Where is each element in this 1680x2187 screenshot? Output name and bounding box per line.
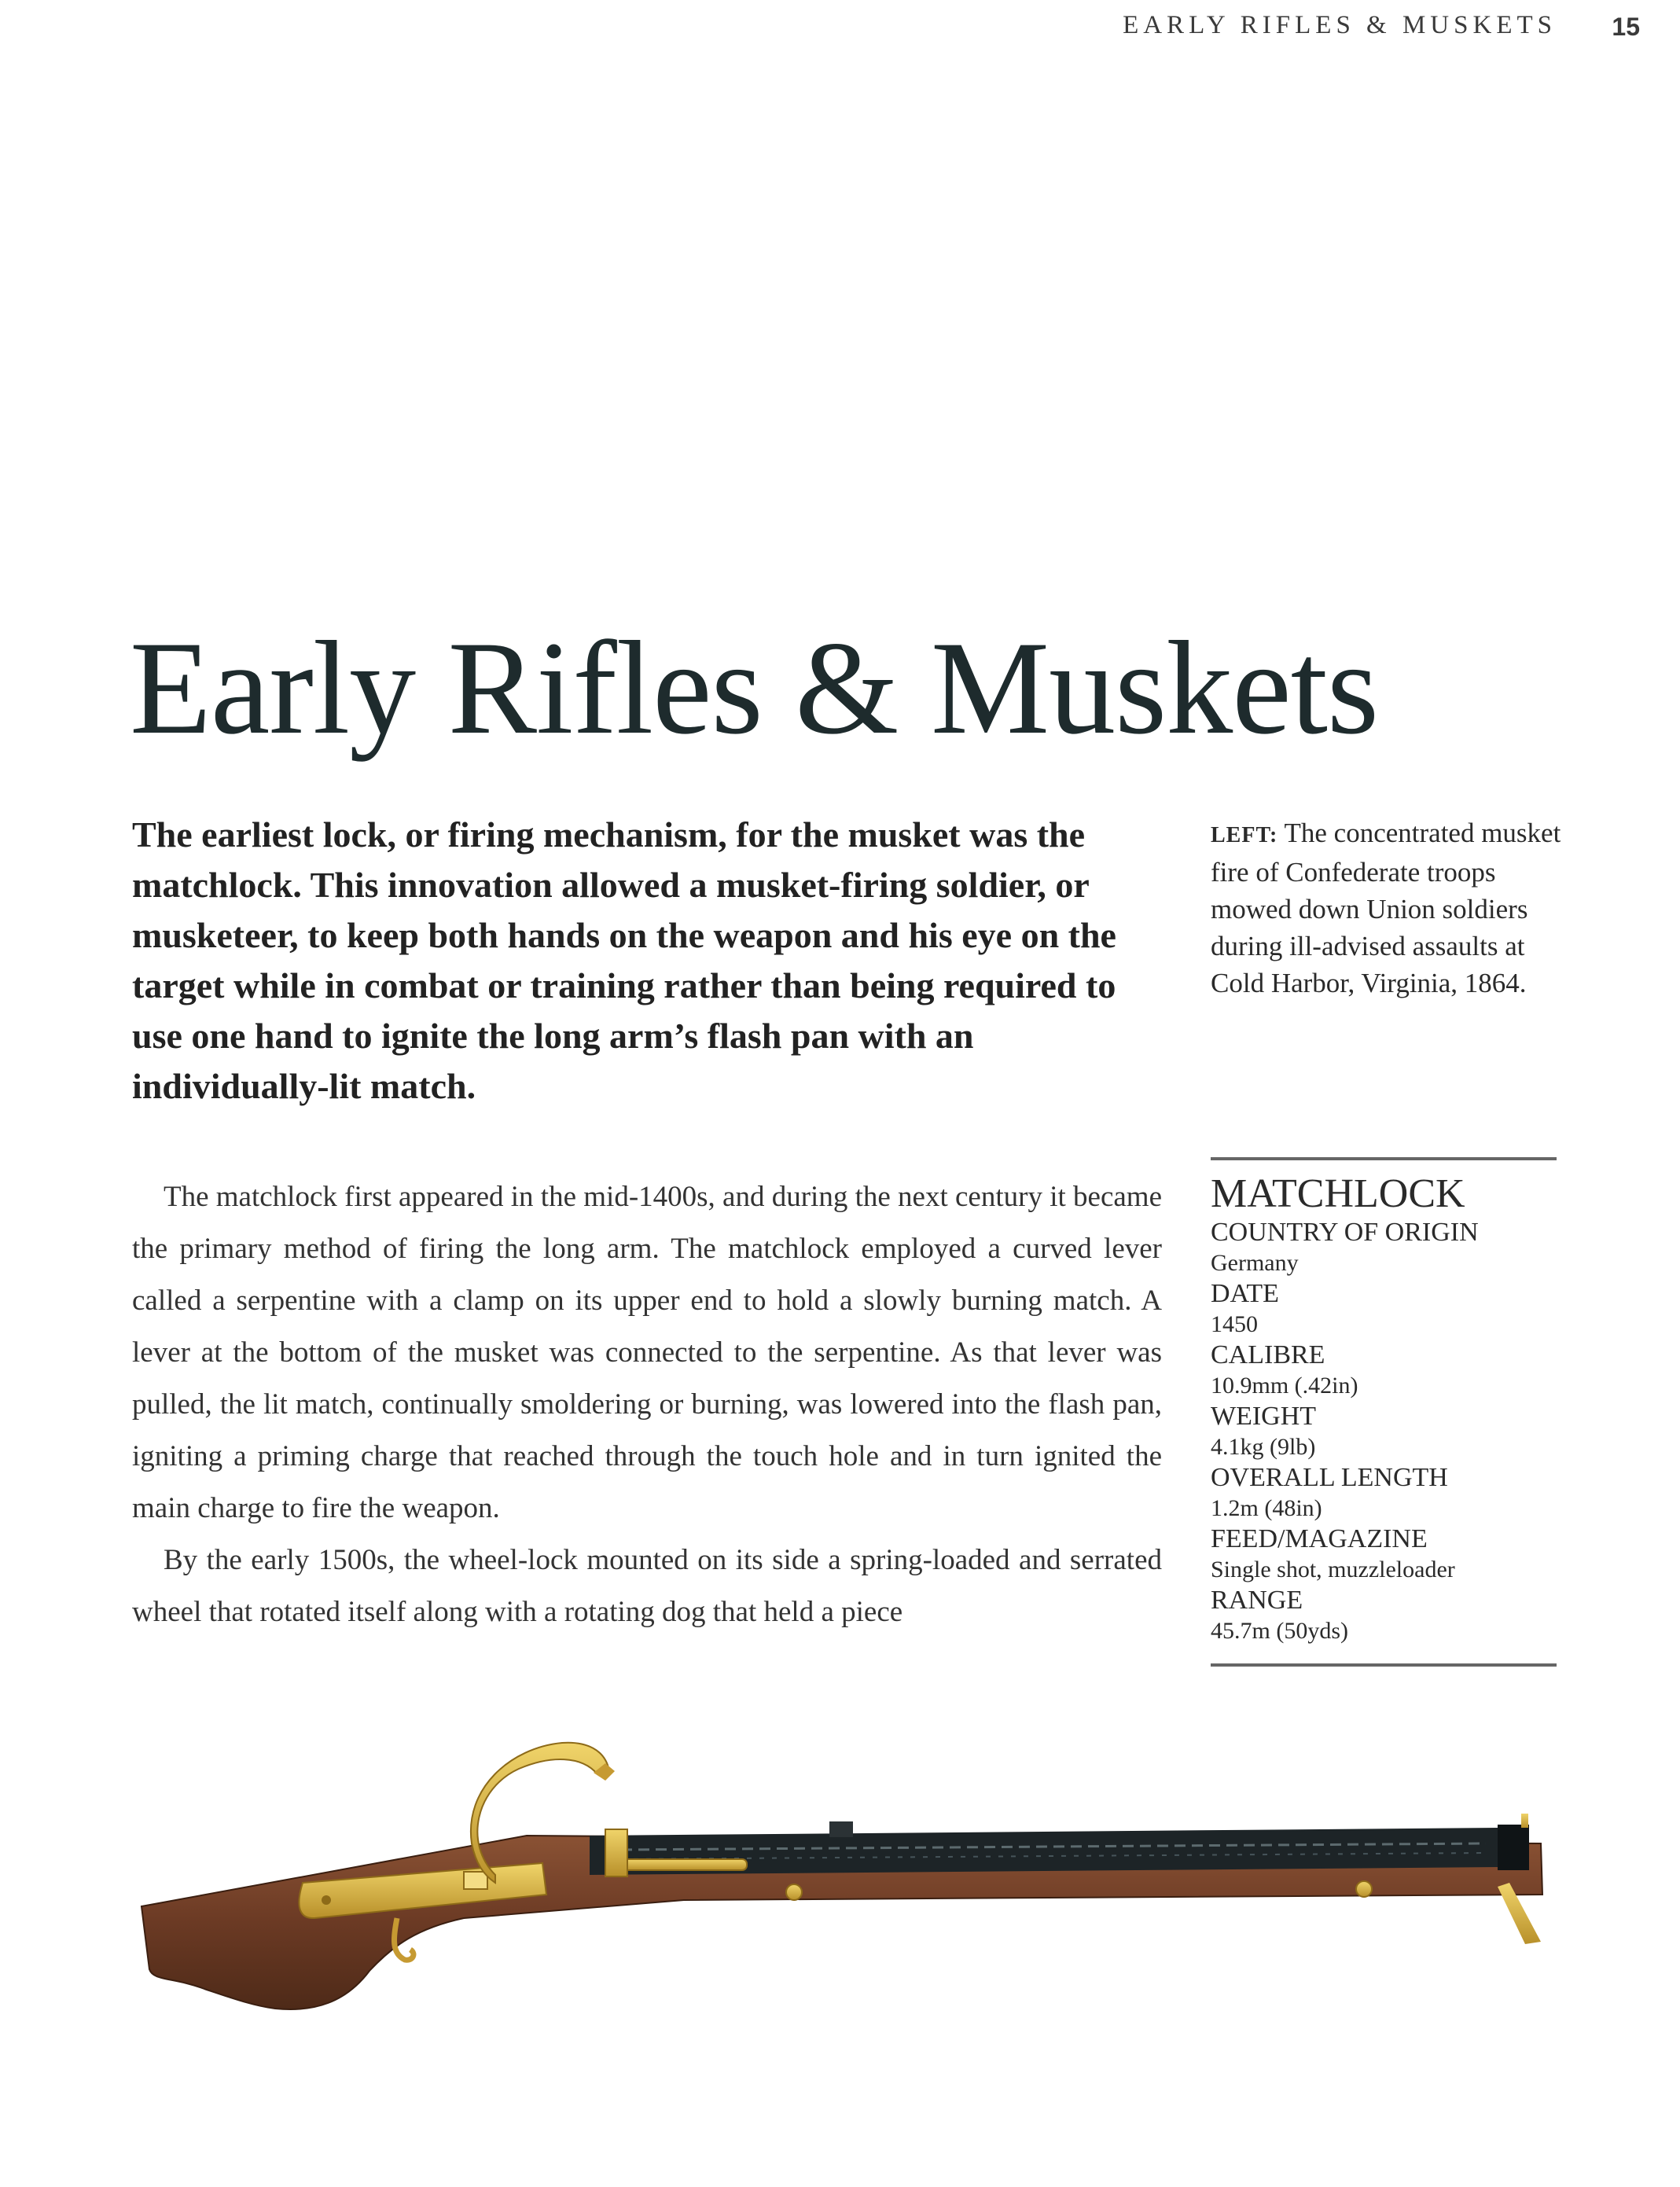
spec-row [1211,1278,1557,1340]
spec-value: Single shot, muzzleloader [1211,1557,1455,1582]
caption-label: LEFT: [1211,823,1278,847]
running-head: EARLY RIFLES & MUSKETS [1123,11,1557,39]
spec-label: CALIBRE [1211,1340,1325,1369]
rear-sight [829,1821,853,1837]
spec-label: RANGE [1211,1586,1303,1615]
spec-value: Germany [1211,1250,1299,1276]
spec-row [1211,1524,1557,1585]
matchlock-rifle-illustration [134,1726,1564,2056]
spec-row [1211,1585,1557,1646]
rosette-1 [786,1884,802,1900]
spec-label: FEED/MAGAZINE [1211,1524,1428,1553]
intro-paragraph: The earliest lock, or firing mechanism, for the musket was the matchlock. This innovation allowed a musket-firing soldier, or musketeer, to keep both hands on the weapon and his eye on the target while in combat or training rather than being required to use one hand to ignite the long arm’s flash pan with an individually-lit match. [132,814,1116,1106]
spec-value: 10.9mm (.42in) [1211,1373,1358,1399]
spec-label: COUNTRY OF ORIGIN [1211,1218,1479,1247]
body-paragraph-1: The matchlock first appeared in the mid-1400s, and during the next century it became the primary method of firing the long arm. The matchlock employed a curved lever called a serpentine with a clamp on its upper end to hold a slowly burning match. A lever at the bottom of the musket was connected to the serpentine. As that lever was pulled, the lit match, continually smoldering or burning, was lowered into the flash pan, igniting a priming charge that reached through the touch hole and in turn ignited the main charge to fire the weapon. [132,1181,1162,1524]
body-text [132,1171,1162,1638]
muzzle-band [1498,1825,1529,1870]
rosette-2 [1356,1881,1372,1897]
page-title: Early Rifles & Muskets [130,614,1379,762]
spec-title: MATCHLOCK [1211,1171,1465,1216]
front-sight [1521,1814,1528,1828]
spec-value: 1.2m (48in) [1211,1495,1322,1521]
photo-caption [1211,814,1572,1002]
spec-row [1211,1462,1557,1524]
spec-row [1211,1217,1557,1278]
spec-value: 4.1kg (9lb) [1211,1434,1316,1460]
spec-value: 1450 [1211,1311,1258,1337]
spec-row [1211,1401,1557,1462]
spec-value: 45.7m (50yds) [1211,1618,1348,1644]
lock-screw [322,1895,331,1905]
page-number: 15 [1612,13,1640,41]
spec-label: WEIGHT [1211,1402,1317,1431]
spec-box [1211,1157,1557,1667]
body-paragraph-2: By the early 1500s, the wheel-lock mounted on its side a spring-loaded and serrated wheel that rotated itself along with a rotating dog that held a piece [132,1544,1162,1628]
spec-label: DATE [1211,1279,1279,1308]
spec-row [1211,1340,1557,1401]
spec-label: OVERALL LENGTH [1211,1463,1448,1492]
brass-collar [605,1829,627,1876]
caption-text: The concentrated musket fire of Confederate troops mowed down Union soldiers during ill-advised assaults at Cold Harbor, Virginia, 1864. [1211,818,1561,998]
lock-plate-detail [464,1872,487,1889]
